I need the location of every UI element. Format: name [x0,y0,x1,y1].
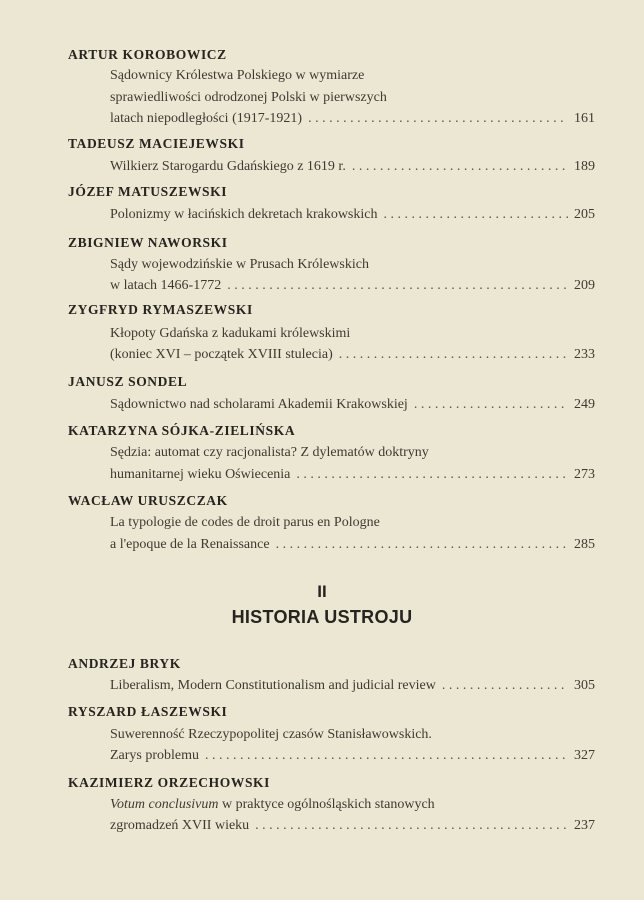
page-number: 285 [574,537,595,552]
entry-title-line: humanitarnej wieku Oświecenia . . . 273 [110,467,595,483]
entry-author: ANDRZEJ BRYK [68,656,181,671]
leader-dots [414,397,568,413]
entry-title-line: Wilkierz Starogardu Gdańskiego z 1619 r. . . . 189 [110,159,595,175]
entry-title-line: a l'epoque de la Renaissance . . . 285 [110,537,595,553]
leader-dots [352,159,568,175]
entry-author: JANUSZ SONDEL [68,374,188,389]
leader-dots [308,111,568,127]
page-number: 233 [574,347,595,362]
page-number: 189 [574,159,595,174]
entry-title-line: Kłopoty Gdańska z kadukami królewskimi [110,326,351,341]
entry-title-line: Sądy wojewodzińskie w Prusach Królewskich [110,257,369,272]
leader-dots [276,537,568,553]
entry-author: JÓZEF MATUSZEWSKI [68,184,228,199]
page-number: 209 [574,278,595,293]
entry-title-line: Suwerenność Rzeczypopolitej czasów Stanisławowskich. [110,727,432,742]
entry-title-line: Polonizmy w łacińskich dekretach krakowskich . . . 205 [110,207,595,223]
page-number: 273 [574,467,595,482]
entry-author: RYSZARD ŁASZEWSKI [68,704,228,719]
entry-title-line: Liberalism, Modern Constitutionalism and judicial review . . . 305 [110,678,595,694]
entry-title-line: (koniec XVI – początek XVIII stulecia) . . . 233 [110,347,595,363]
page-number: 205 [574,207,595,222]
leader-dots [442,678,568,694]
entry-title-line: La typologie de codes de droit parus en Pologne [110,515,380,530]
entry-author: ZBIGNIEW NAWORSKI [68,235,228,250]
section-title: HISTORIA USTROJU [231,607,413,627]
leader-dots [296,467,568,483]
page-number: 161 [574,111,595,126]
leader-dots [255,818,568,834]
leader-dots [205,748,568,764]
leader-dots [227,278,568,294]
entry-author: ARTUR KOROBOWICZ [68,47,227,62]
entry-author: KATARZYNA SÓJKA-ZIELIŃSKA [68,423,296,438]
page-number: 249 [574,397,595,412]
entry-title-line: Sędzia: automat czy racjonalista? Z dylematów doktryny [110,445,429,460]
entry-author: WACŁAW URUSZCZAK [68,493,228,508]
italic-title-part: Votum conclusivum [110,797,219,812]
entry-author: TADEUSZ MACIEJEWSKI [68,136,245,151]
entry-title-line: zgromadzeń XVII wieku . . . 237 [110,818,595,834]
leader-dots [383,207,568,223]
entry-title-line: Zarys problemu . . . 327 [110,748,595,764]
entry-title-line: Sądownictwo nad scholarami Akademii Krakowskiej . . . 249 [110,397,595,413]
entry-title-line: sprawiedliwości odrodzonej Polski w pierwszych [110,90,387,105]
entry-author: KAZIMIERZ ORZECHOWSKI [68,775,271,790]
entry-author: ZYGFRYD RYMASZEWSKI [68,302,253,317]
entry-title-line: w latach 1466-1772 . . . 209 [110,278,595,294]
section-number: II [317,582,327,601]
page-number: 305 [574,678,595,693]
entry-title-line: Votum conclusivum w praktyce ogólnośląskich stanowych [110,797,435,812]
entry-title-line: Sądownicy Królestwa Polskiego w wymiarze [110,68,365,83]
page-number: 327 [574,748,595,763]
leader-dots [339,347,568,363]
page-number: 237 [574,818,595,833]
entry-title-line: latach niepodległości (1917-1921) . . . 161 [110,111,595,127]
